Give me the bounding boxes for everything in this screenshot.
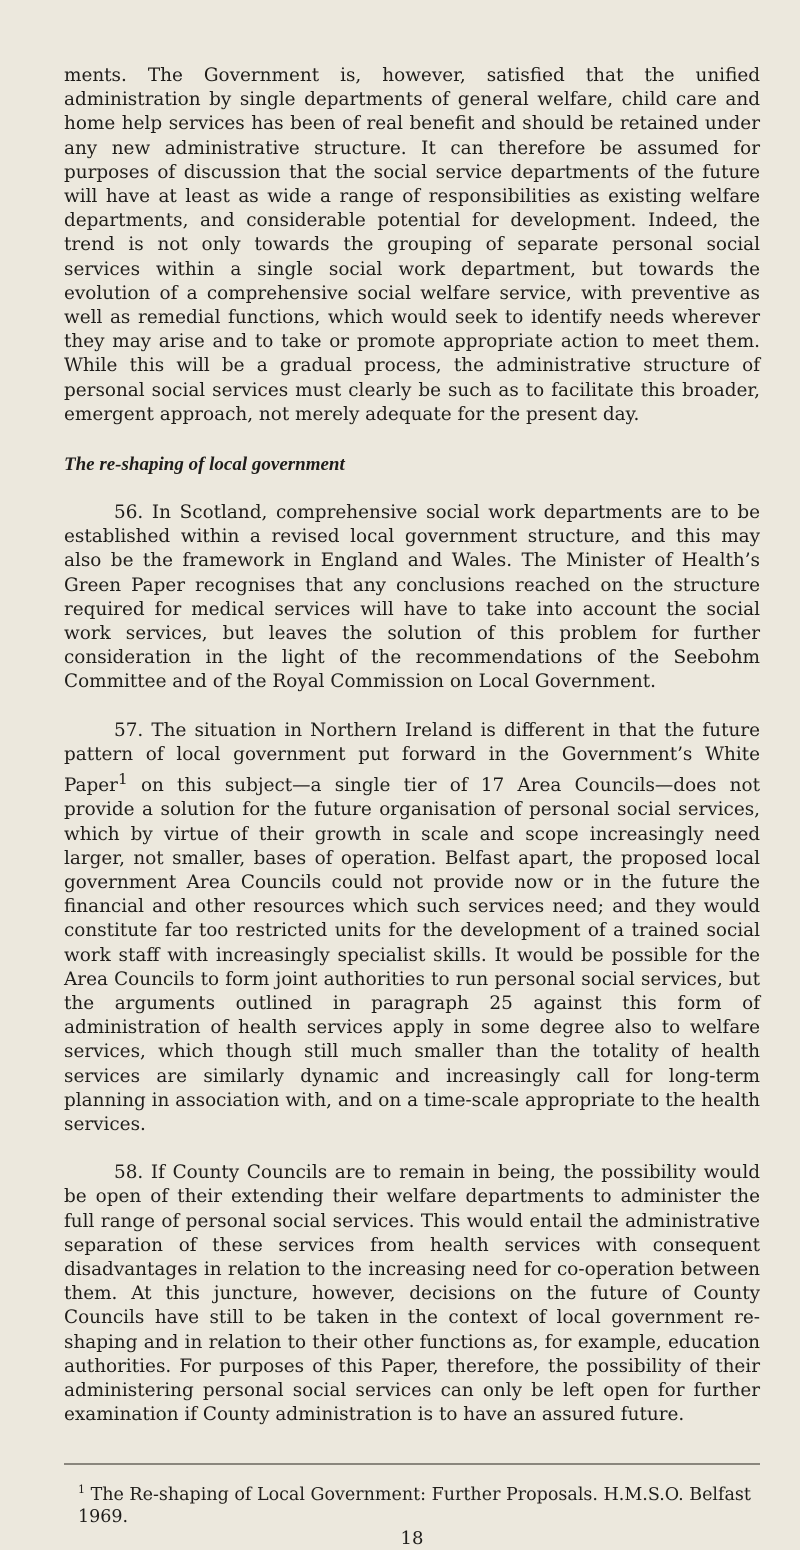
section-heading: The re-shaping of local government — [64, 454, 345, 476]
paragraph-57-text-start: 57. The situation in Northern Ireland is different in that the future pattern of local government put forward in the Government’s White Paper — [64, 719, 760, 797]
footnote — [78, 1479, 760, 1528]
paragraph-56: 56. In Scotland, comprehensive social work departments are to be established within a revised local government structure, and this may also be the framework in England and Wales. The Minister of Health’s Green Paper recognises that any conclusions reached on the structure required for medical services will have to take into account the social work services, but leaves the solution of this problem for further consideration in the light of the recommendations of the Seebohm Committee and of the Royal Commission on Local Government. — [64, 502, 760, 693]
footnote-text: The Re-shaping of Local Government: Further Proposals. H.M.S.O. Belfast 1969. — [78, 1485, 751, 1528]
paragraph-55-continuation: ments. The Government is, however, satisfied that the unified administration by single departments of general welfare, child care and home help services has been of real benefit and should be retained under any new administrative structure. It can therefore be assumed for purposes of discussion that the social service departments of the future will have at least as wide a range of responsibilities as existing welfare departments, and considerable potential for development. Indeed, the trend is not only towards the grouping of separate personal social services within a single social work department, but towards the evolution of a comprehensive social welfare service, with preventive as well as remedial functions, which would seek to identify needs wherever they may arise and to take or promote appropriate action to meet them. While this will be a gradual process, the administrative structure of personal social services must clearly be such as to facilitate this broader, emergent approach, not merely adequate for the present day. — [64, 65, 760, 425]
paragraph-57-text-end: on this subject—a single tier of 17 Area Councils—does not provide a solution for the future organisation of personal social services, which by virtue of their growth in scale and scope increasingly need larger, not smaller, bases of operation. Belfast apart, the proposed local government Area Councils could not provide now or in the future the financial and other resources which such services need; and they would constitute far too restricted units for the development of a trained social work staff with increasingly specialist skills. It would be possible for the Area Councils to form joint authorities to run personal social services, but the arguments outlined in paragraph 25 against this form of administration of health services apply in some degree also to welfare services, which though still much smaller than the totality of health services are similarly dynamic and increasingly call for long-term planning in association with, and on a time-scale appropriate to the health services. — [64, 775, 760, 1136]
paragraph-58: 58. If County Councils are to remain in being, the possibility would be open of their extending their welfare departments to administer the full range of personal social services. This would entail the administrative separation of these services from health services with consequent disadvantages in relation to the increasing need for co-operation between them. At this juncture, however, decisions on the future of County Councils have still to be taken in the context of local government re-shaping and in relation to their other functions as, for example, education authorities. For purposes of this Paper, therefore, the possibility of their administering personal social services can only be left open for further examination if County administration is to have an assured future. — [64, 1162, 760, 1426]
footnote-marker: 1 — [78, 1483, 85, 1497]
footnote-divider — [64, 1463, 760, 1465]
footnote-reference: 1 — [117, 770, 128, 789]
page-number: 18 — [400, 1528, 424, 1550]
paragraph-57 — [64, 719, 760, 1138]
